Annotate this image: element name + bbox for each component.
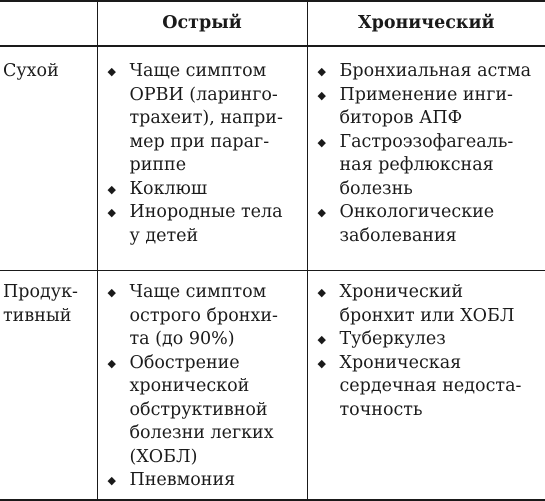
header-row (0, 1, 545, 46)
diamond-bullet-icon: ◆ (108, 201, 116, 225)
cell-productive-chronic (307, 271, 545, 501)
list-item (318, 352, 538, 423)
list-item-text: Чаще симптом ОРВИ (ларинго- трахеит), напри- мер при параг- риппе (130, 61, 283, 175)
list-item-text: Хроническая сердечная недоста- точность (340, 353, 522, 420)
diamond-bullet-icon: ◆ (108, 352, 116, 376)
cell-dry-chronic (307, 46, 545, 271)
list-item (318, 60, 538, 84)
list-item (318, 84, 538, 131)
diamond-bullet-icon: ◆ (108, 60, 116, 84)
diamond-bullet-icon: ◆ (318, 131, 326, 155)
list-item (318, 131, 538, 202)
list-dry-acute (98, 60, 307, 248)
row-label-productive: Продук- тивный (0, 271, 97, 501)
list-item-text: Пневмония (130, 470, 236, 490)
list-item (108, 352, 297, 470)
list-item-text: Применение инги- биторов АПФ (340, 85, 513, 129)
diamond-bullet-icon: ◆ (318, 281, 326, 305)
diamond-bullet-icon: ◆ (318, 328, 326, 352)
list-item (108, 60, 297, 178)
diamond-bullet-icon: ◆ (108, 469, 116, 493)
list-item-text: Хронический бронхит или ХОБЛ (340, 282, 515, 326)
table-row-dry (0, 46, 545, 271)
list-item-text: Бронхиальная астма (340, 61, 532, 81)
diamond-bullet-icon: ◆ (318, 60, 326, 84)
list-item (318, 281, 538, 328)
list-dry-chronic (308, 60, 545, 248)
list-item-text: Чаще симптом острого бронхи- та (до 90%) (130, 282, 278, 349)
list-item (318, 328, 538, 352)
diamond-bullet-icon: ◆ (318, 84, 326, 108)
list-productive-chronic (308, 281, 545, 422)
diamond-bullet-icon: ◆ (108, 178, 116, 202)
diamond-bullet-icon: ◆ (318, 352, 326, 376)
row-label-dry: Сухой (0, 46, 97, 271)
list-item (108, 281, 297, 352)
list-item (108, 201, 297, 248)
list-item-text: Коклюш (130, 179, 208, 199)
list-item-text: Инородные тела у детей (130, 202, 283, 246)
cell-dry-acute (97, 46, 307, 271)
table-row-productive (0, 271, 545, 501)
list-item (108, 178, 297, 202)
list-item (108, 469, 297, 493)
header-acute: Острый (97, 1, 307, 46)
list-item (318, 201, 538, 248)
list-item-text: Онкологические заболевания (340, 202, 495, 246)
diamond-bullet-icon: ◆ (108, 281, 116, 305)
header-chronic: Хронический (307, 1, 545, 46)
list-item-text: Гастроэзофагеаль- ная рефлюксная болезнь (340, 132, 514, 199)
list-item-text: Туберкулез (340, 329, 446, 349)
cell-productive-acute (97, 271, 307, 501)
list-item-text: Обострение хронической обструктивной болезни легких (ХОБЛ) (130, 353, 274, 467)
diamond-bullet-icon: ◆ (318, 201, 326, 225)
list-productive-acute (98, 281, 307, 493)
header-empty-cell (0, 1, 97, 46)
